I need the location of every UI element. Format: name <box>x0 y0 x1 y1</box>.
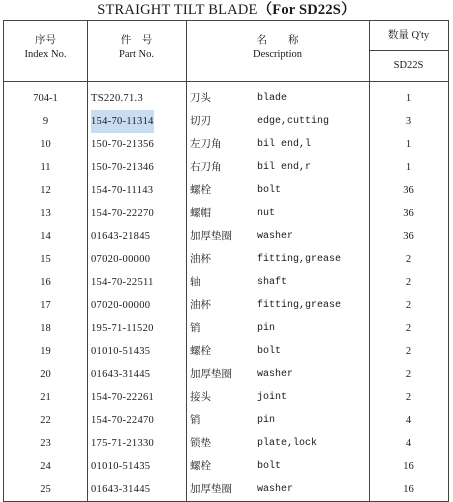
part-number-cell: 154-70-22261 <box>91 392 155 403</box>
header-qty-label: 数量 Q'ty <box>387 30 430 41</box>
part-number-cell: 154-70-22270 <box>91 208 155 219</box>
description-cell: pin <box>257 323 276 334</box>
table-row <box>4 271 448 294</box>
index-cell: 18 <box>40 323 51 334</box>
index-cell: 11 <box>40 162 51 173</box>
index-cell: 17 <box>40 300 51 311</box>
header-part-zh: 件 号 <box>120 35 153 46</box>
name-zh-cell: 加厚垫圈 <box>190 230 232 242</box>
index-cell: 10 <box>40 139 51 150</box>
description-cell: nut <box>257 208 276 219</box>
part-number-cell: 154-70-11143 <box>91 185 154 196</box>
index-cell: 24 <box>40 461 51 472</box>
index-cell: 15 <box>40 254 51 265</box>
part-number-cell: 07020-00000 <box>91 300 151 311</box>
header-qty <box>369 29 448 43</box>
name-zh-cell: 螺栓 <box>190 184 211 196</box>
description-cell: bil end,l <box>257 139 312 150</box>
part-number-cell: 01643-31445 <box>91 484 151 495</box>
index-cell: 23 <box>40 438 51 449</box>
index-cell: 9 <box>42 116 49 127</box>
name-zh-cell: 螺栓 <box>190 345 211 357</box>
quantity-cell: 2 <box>405 277 412 288</box>
quantity-cell: 1 <box>405 139 412 150</box>
header-desc-en: Description <box>253 49 302 60</box>
description-cell: shaft <box>257 277 288 288</box>
table-row <box>4 409 448 432</box>
quantity-cell: 4 <box>405 438 412 449</box>
table-row <box>4 248 448 271</box>
quantity-cell: 36 <box>403 208 414 219</box>
name-zh-cell: 切刃 <box>190 115 211 127</box>
description-cell: edge,cutting <box>257 116 330 127</box>
index-cell: 20 <box>40 369 51 380</box>
quantity-cell: 16 <box>403 461 414 472</box>
page-title <box>0 0 453 20</box>
table-row <box>4 87 448 110</box>
header-part-en: Part No. <box>119 49 154 60</box>
description-cell: washer <box>257 484 294 495</box>
table-row <box>4 156 448 179</box>
table-row <box>4 478 448 501</box>
table-row <box>4 455 448 478</box>
part-number-cell: 01643-31445 <box>91 369 151 380</box>
quantity-cell: 36 <box>403 185 414 196</box>
description-cell: bolt <box>257 346 282 357</box>
name-zh-cell: 锁垫 <box>190 437 211 449</box>
name-zh-cell: 螺栓 <box>190 460 211 472</box>
name-zh-cell: 螺帽 <box>190 207 211 219</box>
table-row <box>4 110 448 133</box>
name-zh-cell: 加厚垫圈 <box>190 368 232 380</box>
part-number-cell: 150-70-21356 <box>91 139 155 150</box>
quantity-cell: 2 <box>405 254 412 265</box>
part-number-cell: 154-70-22511 <box>91 277 154 288</box>
table-row <box>4 432 448 455</box>
table-row <box>4 340 448 363</box>
index-cell: 14 <box>40 231 51 242</box>
header-description <box>186 34 369 62</box>
quantity-cell: 2 <box>405 300 412 311</box>
description-cell: washer <box>257 231 294 242</box>
quantity-cell: 2 <box>405 392 412 403</box>
index-cell: 21 <box>40 392 51 403</box>
header-bottom-line <box>4 81 448 82</box>
description-cell: bil end,r <box>257 162 312 173</box>
part-number-cell: TS220.71.3 <box>91 93 144 104</box>
description-cell: bolt <box>257 461 282 472</box>
description-cell: fitting,grease <box>257 254 342 265</box>
header-index-en: Index No. <box>24 49 67 60</box>
name-zh-cell: 加厚垫圈 <box>190 483 232 495</box>
description-cell: washer <box>257 369 294 380</box>
index-cell: 25 <box>40 484 51 495</box>
description-cell: fitting,grease <box>257 300 342 311</box>
table-row <box>4 133 448 156</box>
index-cell: 16 <box>40 277 51 288</box>
quantity-cell: 16 <box>403 484 414 495</box>
description-cell: bolt <box>257 185 282 196</box>
name-zh-cell: 接头 <box>190 391 211 403</box>
quantity-cell: 1 <box>405 162 412 173</box>
header-qty-model <box>369 59 448 73</box>
header-index-zh: 序号 <box>35 35 56 46</box>
quantity-cell: 4 <box>405 415 412 426</box>
table-row <box>4 294 448 317</box>
header-desc-zh: 名 称 <box>256 35 299 46</box>
quantity-cell: 1 <box>405 93 412 104</box>
index-cell: 12 <box>40 185 51 196</box>
name-zh-cell: 轴 <box>190 276 201 288</box>
title-model: （For SD22S） <box>257 2 356 18</box>
description-cell: plate,lock <box>257 438 318 449</box>
name-zh-cell: 油杯 <box>190 299 211 311</box>
part-number-cell: 150-70-21346 <box>91 162 155 173</box>
name-zh-cell: 右刀角 <box>190 161 222 173</box>
name-zh-cell: 刀头 <box>190 92 211 104</box>
header-qty-model-label: SD22S <box>393 60 424 71</box>
table-row <box>4 179 448 202</box>
part-number-cell: 01010-51435 <box>91 346 151 357</box>
name-zh-cell: 销 <box>190 322 201 334</box>
table-row <box>4 202 448 225</box>
quantity-cell: 3 <box>405 116 412 127</box>
table-row <box>4 225 448 248</box>
header-part <box>87 34 186 62</box>
index-cell: 22 <box>40 415 51 426</box>
part-number-cell: 01010-51435 <box>91 461 151 472</box>
part-number-cell: 195-71-11520 <box>91 323 154 334</box>
name-zh-cell: 油杯 <box>190 253 211 265</box>
quantity-cell: 2 <box>405 369 412 380</box>
quantity-cell: 2 <box>405 346 412 357</box>
table-row <box>4 363 448 386</box>
description-cell: blade <box>257 93 288 104</box>
table-row <box>4 317 448 340</box>
quantity-cell: 36 <box>403 231 414 242</box>
index-cell: 704-1 <box>33 93 58 104</box>
parts-table <box>3 20 449 502</box>
name-zh-cell: 左刀角 <box>190 138 222 150</box>
quantity-cell: 2 <box>405 323 412 334</box>
name-zh-cell: 销 <box>190 414 201 426</box>
qty-header-divider <box>369 50 448 51</box>
part-number-cell: 154-70-22470 <box>91 415 155 426</box>
header-index <box>4 34 87 62</box>
index-cell: 19 <box>40 346 51 357</box>
part-number-cell: 175-71-21330 <box>91 438 155 449</box>
title-main: STRAIGHT TILT BLADE <box>97 2 258 18</box>
table-row <box>4 386 448 409</box>
index-cell: 13 <box>40 208 51 219</box>
part-number-cell: 07020-00000 <box>91 254 151 265</box>
description-cell: pin <box>257 415 276 426</box>
part-number-cell-selected: 154-70-11314 <box>91 110 154 133</box>
part-number-cell: 01643-21845 <box>91 231 151 242</box>
description-cell: joint <box>257 392 288 403</box>
